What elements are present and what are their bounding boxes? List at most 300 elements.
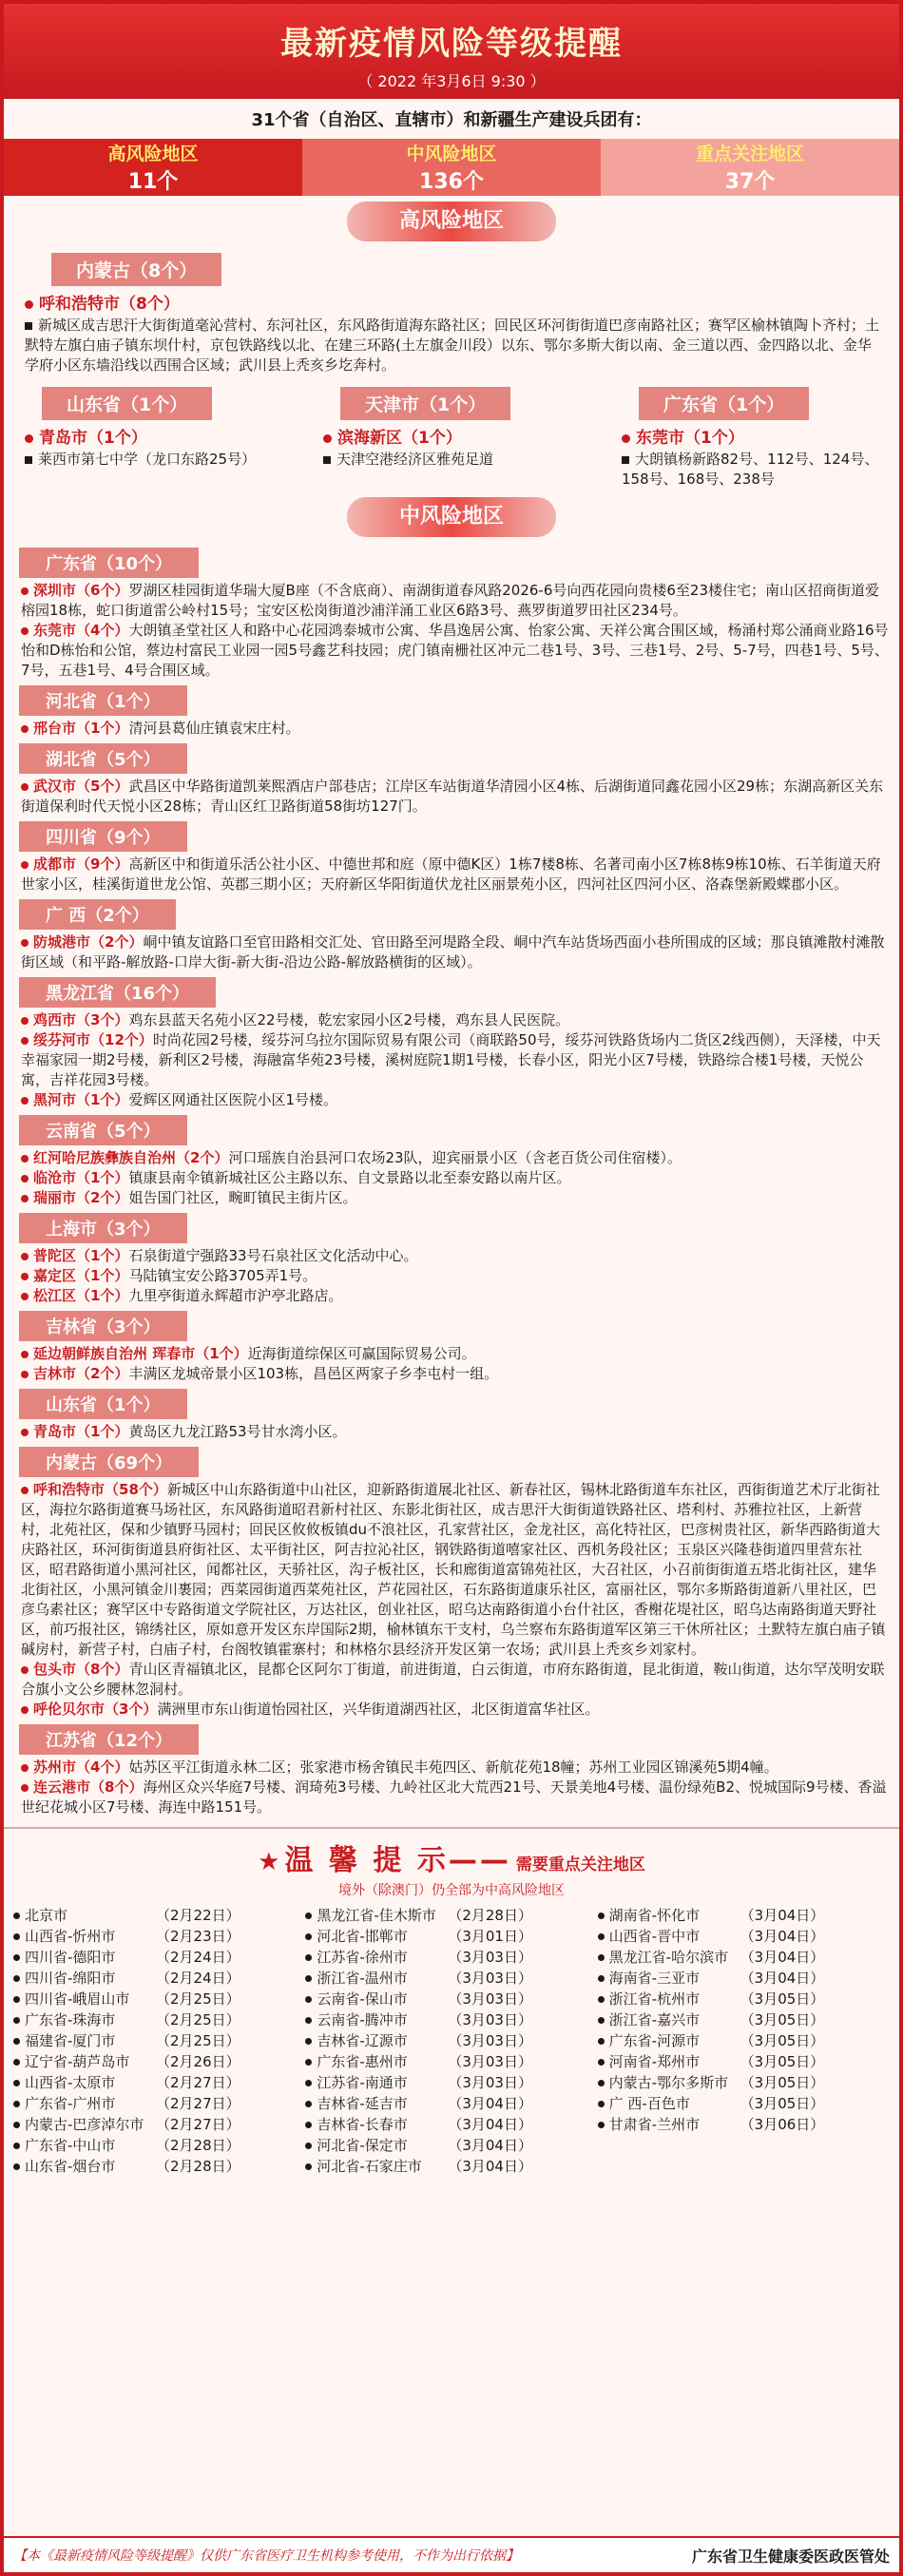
tip-region bbox=[13, 1926, 156, 1947]
city-name: 红河哈尼族彝族自治州（2个） bbox=[33, 1149, 229, 1166]
city-name: 东莞市（1个） bbox=[636, 429, 744, 448]
mid-entry bbox=[21, 777, 890, 817]
bullet-icon bbox=[13, 1913, 20, 1919]
mid-province-section bbox=[4, 1208, 899, 1306]
mid-entry bbox=[21, 581, 890, 621]
tip-item bbox=[305, 1905, 597, 1926]
bullet-icon bbox=[21, 1037, 29, 1045]
tip-date: （3月04日） bbox=[448, 2158, 532, 2175]
bullet-icon bbox=[13, 2163, 20, 2170]
mid-entry bbox=[21, 1660, 890, 1700]
city-name: 青岛市（1个） bbox=[39, 429, 147, 448]
bullet-icon bbox=[305, 2038, 312, 2045]
tip-region bbox=[305, 2009, 448, 2030]
tip-date: （2月28日） bbox=[156, 2158, 240, 2175]
high-three-columns bbox=[4, 381, 899, 491]
tip-item bbox=[13, 1989, 305, 2009]
area-content: 武昌区中华路街道凯莱熙酒店户部巷店；江岸区车站街道华清园小区4栋、后湖街道同鑫花园小区29栋；东湖高新区关东街道保利时代天悦小区28栋；青山区红卫路街道58街坊127门。 bbox=[21, 778, 884, 815]
tip-item bbox=[305, 1947, 597, 1968]
tip-region-name: 河南省-郑州市 bbox=[608, 2053, 701, 2070]
mid-province-section bbox=[4, 817, 899, 894]
tip-region bbox=[598, 2072, 740, 2093]
tip-region bbox=[305, 1989, 448, 2009]
mid-entry bbox=[21, 1090, 890, 1110]
tip-date: （3月03日） bbox=[448, 2011, 532, 2028]
bullet-icon bbox=[21, 939, 29, 947]
tip-item bbox=[13, 1905, 305, 1926]
bullet-icon bbox=[622, 434, 630, 443]
bullet-icon bbox=[305, 2122, 312, 2128]
mid-province-section bbox=[4, 739, 899, 817]
tip-region bbox=[13, 2072, 156, 2093]
mid-province-section bbox=[4, 972, 899, 1110]
stat-mid-count: 136个 bbox=[419, 170, 484, 194]
bullet-icon bbox=[21, 1155, 29, 1163]
city-name: 延边朝鲜族自治州 珲春市（1个） bbox=[33, 1345, 248, 1362]
tip-item bbox=[598, 1947, 890, 1968]
mid-province-section bbox=[4, 1384, 899, 1442]
tip-date: （3月05日） bbox=[740, 2053, 825, 2070]
tip-region-name: 山西省-晋中市 bbox=[608, 1928, 701, 1945]
bullet-icon bbox=[598, 1933, 605, 1940]
tip-date: （3月05日） bbox=[740, 2011, 825, 2028]
bullet-icon bbox=[21, 783, 29, 791]
bullet-icon bbox=[21, 1351, 29, 1358]
area-text bbox=[323, 450, 584, 470]
tip-region-name: 辽宁省-葫芦岛市 bbox=[25, 2053, 130, 2070]
city-line bbox=[25, 290, 899, 314]
tip-item bbox=[305, 2009, 597, 2030]
tip-region-name: 广东省-珠海市 bbox=[25, 2011, 116, 2028]
tip-region-name: 浙江省-杭州市 bbox=[608, 1990, 701, 2008]
tip-region-name: 广东省-河源市 bbox=[608, 2032, 701, 2049]
bullet-icon bbox=[13, 2122, 20, 2128]
high-nmg-section bbox=[4, 247, 899, 375]
province-tag: 四川省（9个） bbox=[19, 821, 187, 852]
province-tag: 天津市（1个） bbox=[340, 387, 510, 420]
bullet-icon bbox=[305, 2017, 312, 2024]
province-tag: 江苏省（12个） bbox=[19, 1724, 199, 1755]
tips-note: 境外（除澳门）仍全部为中高风险地区 bbox=[338, 1883, 565, 1898]
tip-date: （2月25日） bbox=[156, 1990, 240, 2008]
tip-date: （3月05日） bbox=[740, 2095, 825, 2112]
tip-region bbox=[305, 1968, 448, 1989]
mid-province-section bbox=[4, 681, 899, 739]
city-name: 临沧市（1个） bbox=[33, 1169, 129, 1186]
tip-region bbox=[598, 1968, 740, 1989]
high-risk-banner: 高风险地区 bbox=[347, 202, 556, 241]
tip-date: （3月03日） bbox=[448, 2032, 532, 2049]
mid-province-section bbox=[4, 543, 899, 681]
bullet-icon bbox=[21, 587, 29, 595]
bullet-icon bbox=[21, 1706, 29, 1714]
tip-region bbox=[13, 2051, 156, 2072]
bullet-icon bbox=[305, 1954, 312, 1961]
tips-title: 温 馨 提 示—— bbox=[284, 1844, 511, 1877]
area-content: 鸡东县蓝天名苑小区22号楼，乾宏家园小区2号楼，鸡东县人民医院。 bbox=[128, 1011, 570, 1028]
bullet-icon bbox=[598, 2017, 605, 2024]
city-name: 松江区（1个） bbox=[33, 1287, 129, 1304]
province-tag: 广东省（1个） bbox=[639, 387, 809, 420]
area-text bbox=[25, 316, 882, 375]
city-line bbox=[622, 424, 899, 448]
mid-entry bbox=[21, 621, 890, 681]
tip-item bbox=[305, 1926, 597, 1947]
page-title: 最新疫情风险等级提醒 bbox=[280, 25, 623, 63]
bullet-icon bbox=[13, 2017, 20, 2024]
tip-region bbox=[598, 1947, 740, 1968]
area-content: 天津空港经济区雅苑足道 bbox=[336, 451, 494, 468]
tip-item bbox=[13, 1968, 305, 1989]
tip-date: （3月04日） bbox=[448, 2095, 532, 2112]
tip-region-name: 河北省-石家庄市 bbox=[317, 2158, 422, 2175]
tip-region-name: 山西省-太原市 bbox=[25, 2074, 116, 2091]
high-tj-section bbox=[302, 381, 601, 491]
area-text bbox=[622, 450, 882, 490]
bullet-icon bbox=[21, 725, 29, 733]
tip-date: （2月25日） bbox=[156, 2011, 240, 2028]
area-content: 黄岛区九龙江路53号甘水湾小区。 bbox=[128, 1423, 347, 1440]
bullet-icon bbox=[21, 1487, 29, 1494]
province-tag: 山东省（1个） bbox=[19, 1389, 187, 1419]
mid-province-section bbox=[4, 1720, 899, 1817]
tip-region-name: 河北省-邯郸市 bbox=[317, 1928, 408, 1945]
province-tag: 广 西（2个） bbox=[19, 899, 176, 930]
area-content: 马陆镇宝安公路3705弄1号。 bbox=[128, 1267, 317, 1284]
tip-region-name: 北京市 bbox=[25, 1907, 68, 1924]
tip-date: （3月04日） bbox=[740, 1928, 825, 1945]
tip-region-name: 内蒙古-鄂尔多斯市 bbox=[608, 2074, 729, 2091]
bullet-icon bbox=[21, 1017, 29, 1025]
bullet-icon bbox=[13, 1975, 20, 1982]
tip-item bbox=[13, 2093, 305, 2114]
area-content: 新城区成吉思汗大街街道毫沁营村、东河社区，东风路街道海东路社区；回民区环河街街道巴彦南路社区；赛罕区榆林镇陶卜齐村；土默特左旗白庙子镇东坝什村，京包铁路线以北、在建三环路(土左旗金川段）以东、鄂尔多斯大街以南、金三道以西、金四路以北、金华学府小区东墙沿线以西围合区域；武川县上秃亥乡圪奔村。 bbox=[25, 317, 880, 374]
bullet-icon bbox=[21, 1371, 29, 1378]
footer bbox=[4, 2536, 899, 2572]
mid-risk-banner: 中风险地区 bbox=[347, 497, 556, 537]
province-tag: 黑龙江省（16个） bbox=[19, 977, 216, 1008]
bullet-icon bbox=[13, 2080, 20, 2086]
province-tag: 湖北省（5个） bbox=[19, 743, 187, 774]
area-content: 海州区众兴华庭7号楼、润琦苑3号楼、九岭社区北大荒西21号、天景美地4号楼、温份绿苑B2、悦城国际9号楼、香溢世纪花城小区7号楼、海连中路151号。 bbox=[21, 1778, 887, 1816]
bullet-icon bbox=[25, 456, 32, 464]
footer-disclaimer: 【本《最新疫情风险等级提醒》仅供广东省医疗卫生机构参考使用，不作为出行依据】 bbox=[13, 2548, 519, 2564]
mid-entry bbox=[21, 1344, 890, 1364]
tip-region bbox=[13, 2135, 156, 2156]
bullet-icon bbox=[21, 1784, 29, 1792]
bullet-icon bbox=[21, 861, 29, 869]
stat-focus-label: 重点关注地区 bbox=[695, 144, 804, 164]
bullet-icon bbox=[21, 1195, 29, 1202]
mid-province-section bbox=[4, 1442, 899, 1720]
tip-item bbox=[13, 2072, 305, 2093]
bullet-icon bbox=[13, 1933, 20, 1940]
bullet-icon bbox=[305, 2080, 312, 2086]
mid-entry bbox=[21, 1010, 890, 1030]
mid-entry bbox=[21, 1422, 890, 1442]
tip-region-name: 云南省-腾冲市 bbox=[317, 2011, 408, 2028]
tip-item bbox=[13, 2009, 305, 2030]
tip-item bbox=[305, 2135, 597, 2156]
tip-region bbox=[305, 2030, 448, 2051]
bullet-icon bbox=[13, 1954, 20, 1961]
tip-region bbox=[13, 2114, 156, 2135]
area-content: 青山区青福镇北区，昆都仑区阿尔丁街道，前进街道，白云街道，市府东路街道，昆北街道，鞍山街道，达尔罕茂明安联合旗小文公乡腰林忽洞村。 bbox=[21, 1661, 885, 1698]
stat-high-label: 高风险地区 bbox=[107, 144, 199, 164]
bullet-icon bbox=[13, 2143, 20, 2149]
mid-entry bbox=[21, 1030, 890, 1090]
tip-date: （3月05日） bbox=[740, 2032, 825, 2049]
area-content: 大朗镇圣堂社区人和路中心花园鸿泰城市公寓、华昌逸居公寓、怡家公寓、天祥公寓合围区域，杨涌村郑公涌商业路16号怡和D栋怡和公馆，蔡边村富民工业园一园5号鑫艺科技园；虎门镇南栅社区冲元二巷1号、3号、三巷1号、2号、5-7号，四巷1号、5号、7号，五巷1号、4号合围区域。 bbox=[21, 622, 889, 679]
tip-date: （2月27日） bbox=[156, 2116, 240, 2133]
bullet-icon bbox=[305, 1975, 312, 1982]
tip-region bbox=[598, 2114, 740, 2135]
mid-entry bbox=[21, 1700, 890, 1720]
tip-date: （3月03日） bbox=[448, 1990, 532, 2008]
area-content: 莱西市第七中学（龙口东路25号） bbox=[38, 451, 257, 468]
tip-item bbox=[305, 2114, 597, 2135]
tip-region bbox=[598, 1989, 740, 2009]
mid-entry bbox=[21, 855, 890, 894]
city-line bbox=[323, 424, 601, 448]
city-name: 邢台市（1个） bbox=[33, 720, 129, 737]
bullet-icon bbox=[598, 1954, 605, 1961]
mid-entry bbox=[21, 1246, 890, 1266]
mid-entry bbox=[21, 1168, 890, 1188]
bullet-icon bbox=[598, 2101, 605, 2107]
bullet-icon bbox=[598, 1975, 605, 1982]
stat-high bbox=[4, 139, 302, 196]
tips-column-2 bbox=[305, 1905, 597, 2177]
tip-item bbox=[305, 1968, 597, 1989]
tip-region-name: 浙江省-嘉兴市 bbox=[608, 2011, 701, 2028]
city-name: 普陀区（1个） bbox=[33, 1247, 129, 1264]
province-tag: 广东省（10个） bbox=[19, 548, 199, 578]
summary-line: 31个省（自治区、直辖市）和新疆生产建设兵团有： bbox=[251, 110, 652, 130]
tip-region bbox=[13, 1947, 156, 1968]
city-name: 吉林市（2个） bbox=[33, 1365, 129, 1382]
mid-province-section bbox=[4, 1110, 899, 1208]
tip-item bbox=[598, 1905, 890, 1926]
bullet-icon bbox=[21, 1175, 29, 1182]
tip-region-name: 广东省-中山市 bbox=[25, 2137, 116, 2154]
stat-mid bbox=[302, 139, 601, 196]
mid-risk-list bbox=[4, 543, 899, 1817]
mid-entry bbox=[21, 1266, 890, 1286]
tip-region bbox=[598, 2030, 740, 2051]
tip-region bbox=[598, 2009, 740, 2030]
bullet-icon bbox=[305, 1913, 312, 1919]
area-content: 爱辉区网通社区医院小区1号楼。 bbox=[128, 1091, 337, 1108]
tip-date: （3月05日） bbox=[740, 2074, 825, 2091]
bullet-icon bbox=[13, 2059, 20, 2066]
city-name: 深圳市（6个） bbox=[33, 582, 129, 599]
tip-item bbox=[13, 2051, 305, 2072]
tip-region bbox=[13, 2093, 156, 2114]
tip-region bbox=[305, 1926, 448, 1947]
area-content: 九里亭街道永辉超市沪亭北路店。 bbox=[128, 1287, 343, 1304]
tip-region-name: 吉林省-延吉市 bbox=[317, 2095, 408, 2112]
bullet-icon bbox=[598, 2038, 605, 2045]
tip-region-name: 广 西-百色市 bbox=[608, 2095, 690, 2112]
tip-region-name: 广东省-广州市 bbox=[25, 2095, 116, 2112]
tip-item bbox=[598, 2030, 890, 2051]
tip-region bbox=[13, 2009, 156, 2030]
tip-region-name: 内蒙古-巴彦淖尔市 bbox=[25, 2116, 144, 2133]
area-content: 镇康县南伞镇新城社区公主路以东、自文景路以北至泰安路以南片区。 bbox=[128, 1169, 571, 1186]
area-content: 峒中镇友谊路口至官田路相交汇处、官田路至河堤路全段、峒中汽车站货场西面小巷所围成的区域；那良镇滩散村滩散街区域（和平路-解放路-口岸大街-新大街-沿边公路-解放路横街的区域）。 bbox=[21, 933, 885, 971]
tip-item bbox=[13, 2030, 305, 2051]
city-name: 呼和浩特市（8个） bbox=[39, 295, 180, 314]
tip-region-name: 山东省-烟台市 bbox=[25, 2158, 116, 2175]
tip-date: （2月24日） bbox=[156, 1970, 240, 1987]
area-content: 丰满区龙城帝景小区103栋，昌邑区两家子乡李屯村一组。 bbox=[128, 1365, 499, 1382]
tip-date: （3月01日） bbox=[448, 1928, 532, 1945]
tip-region bbox=[305, 2114, 448, 2135]
area-content: 姐告国门社区，畹町镇民主街片区。 bbox=[128, 1189, 357, 1206]
bullet-icon bbox=[622, 456, 629, 464]
city-name: 绥芬河市（12个） bbox=[33, 1031, 153, 1048]
city-name: 滨海新区（1个） bbox=[337, 429, 462, 448]
tip-region bbox=[598, 2051, 740, 2072]
city-name: 苏州市（4个） bbox=[33, 1759, 129, 1776]
mid-entry bbox=[21, 1148, 890, 1168]
tip-region-name: 海南省-三亚市 bbox=[608, 1970, 701, 1987]
mid-entry bbox=[21, 1758, 890, 1778]
tip-date: （2月28日） bbox=[448, 1907, 532, 1924]
tip-region bbox=[13, 1989, 156, 2009]
city-name: 嘉定区（1个） bbox=[33, 1267, 129, 1284]
bullet-icon bbox=[21, 1429, 29, 1436]
risk-stats bbox=[4, 139, 899, 196]
header bbox=[4, 4, 899, 99]
tip-region-name: 江苏省-徐州市 bbox=[317, 1949, 408, 1966]
tip-region bbox=[305, 1947, 448, 1968]
tip-date: （3月04日） bbox=[448, 2116, 532, 2133]
tip-date: （2月23日） bbox=[156, 1928, 240, 1945]
area-text bbox=[25, 450, 285, 470]
stat-focus-count: 37个 bbox=[724, 170, 776, 194]
mid-entry bbox=[21, 1480, 890, 1660]
high-gd-section bbox=[601, 381, 899, 491]
tip-item bbox=[598, 1989, 890, 2009]
bullet-icon bbox=[305, 2101, 312, 2107]
tip-region-name: 甘肃省-兰州市 bbox=[608, 2116, 701, 2133]
tip-region bbox=[305, 1905, 448, 1926]
tip-region-name: 黑龙江省-哈尔滨市 bbox=[608, 1949, 729, 1966]
city-name: 青岛市（1个） bbox=[33, 1423, 129, 1440]
province-tag: 河北省（1个） bbox=[19, 685, 187, 716]
bullet-icon bbox=[21, 1273, 29, 1280]
tip-item bbox=[13, 2156, 305, 2177]
city-name: 防城港市（2个） bbox=[33, 933, 144, 951]
mid-entry bbox=[21, 1778, 890, 1817]
tip-date: （2月22日） bbox=[156, 1907, 240, 1924]
tip-date: （3月03日） bbox=[448, 2074, 532, 2091]
mid-entry bbox=[21, 1286, 890, 1306]
province-tag: 云南省（5个） bbox=[19, 1115, 187, 1145]
tip-region bbox=[305, 2156, 448, 2177]
tip-region-name: 云南省-保山市 bbox=[317, 1990, 408, 2008]
tip-date: （3月03日） bbox=[448, 2053, 532, 2070]
tip-region bbox=[305, 2093, 448, 2114]
mid-entry bbox=[21, 719, 890, 739]
bullet-icon bbox=[21, 1293, 29, 1300]
area-content: 时尚花园2号楼，绥芬河乌拉尔国际贸易有限公司（商联路50号，绥芬河铁路货场内二货区2线西侧），天泽楼，中天幸福家园一期2号楼，新利区2号楼，海融富华苑23号楼，溪树庭院1期1号楼，长春小区，阳光小区7号楼，铁路综合楼1号楼，天悦公寓，吉祥花园3号楼。 bbox=[21, 1031, 881, 1088]
tip-item bbox=[305, 1989, 597, 2009]
tip-region-name: 湖南省-怀化市 bbox=[608, 1907, 701, 1924]
province-tag: 上海市（3个） bbox=[19, 1213, 187, 1243]
tip-region bbox=[598, 1926, 740, 1947]
tip-item bbox=[598, 2093, 890, 2114]
footer-org: 广东省卫生健康委医政医管处 bbox=[691, 2547, 890, 2566]
tip-date: （3月06日） bbox=[740, 2116, 825, 2133]
area-content: 满洲里市东山街道怡园社区，兴华街道湖西社区，北区街道富华社区。 bbox=[157, 1701, 600, 1718]
tip-region bbox=[13, 1968, 156, 1989]
city-name: 瑞丽市（2个） bbox=[33, 1189, 129, 1206]
city-name: 东莞市（4个） bbox=[33, 622, 129, 639]
tip-date: （2月24日） bbox=[156, 1949, 240, 1966]
tips-column-1 bbox=[13, 1905, 305, 2177]
tip-date: （2月25日） bbox=[156, 2032, 240, 2049]
tip-date: （2月27日） bbox=[156, 2074, 240, 2091]
tip-date: （2月26日） bbox=[156, 2053, 240, 2070]
bullet-icon bbox=[598, 2080, 605, 2086]
high-sd-section bbox=[4, 381, 302, 491]
tip-region bbox=[305, 2072, 448, 2093]
tip-region bbox=[13, 1905, 156, 1926]
bullet-icon bbox=[305, 2163, 312, 2170]
tip-region-name: 广东省-惠州市 bbox=[317, 2053, 408, 2070]
tip-item bbox=[305, 2030, 597, 2051]
bullet-icon bbox=[13, 2101, 20, 2107]
tip-item bbox=[305, 2072, 597, 2093]
city-name: 包头市（8个） bbox=[33, 1661, 129, 1678]
bullet-icon bbox=[305, 2143, 312, 2149]
tip-region-name: 四川省-绵阳市 bbox=[25, 1970, 116, 1987]
tip-region-name: 江苏省-南通市 bbox=[317, 2074, 408, 2091]
tip-region bbox=[305, 2051, 448, 2072]
tip-region-name: 吉林省-辽源市 bbox=[317, 2032, 408, 2049]
area-content: 罗湖区桂园街道华瑞大厦B座（不含底商）、南湖街道春风路2026-6号向西花园向贵楼6至23楼住宅；南山区招商街道爱榕园18栋，蛇口街道雷公岭村15号；宝安区松岗街道沙浦洋涌工业区6路3号、燕罗街道罗田社区234号。 bbox=[21, 582, 880, 619]
tip-region bbox=[13, 2156, 156, 2177]
bullet-icon bbox=[305, 1996, 312, 2003]
tip-date: （3月05日） bbox=[740, 1990, 825, 2008]
tip-date: （2月27日） bbox=[156, 2095, 240, 2112]
bullet-icon bbox=[323, 456, 331, 464]
tip-region bbox=[598, 2093, 740, 2114]
tip-item bbox=[13, 1947, 305, 1968]
tip-region bbox=[13, 2030, 156, 2051]
tips-header bbox=[4, 1836, 899, 1878]
tip-date: （3月04日） bbox=[448, 2137, 532, 2154]
tip-region-name: 浙江省-温州市 bbox=[317, 1970, 408, 1987]
tip-region-name: 福建省-厦门市 bbox=[25, 2032, 116, 2049]
province-tag: 内蒙古（69个） bbox=[19, 1447, 199, 1477]
tip-date: （3月04日） bbox=[740, 1907, 825, 1924]
city-name: 黑河市（1个） bbox=[33, 1091, 129, 1108]
stat-focus bbox=[601, 139, 899, 196]
stat-mid-label: 中风险地区 bbox=[406, 144, 497, 164]
tips-section bbox=[4, 1827, 899, 2177]
tip-item bbox=[13, 1926, 305, 1947]
bullet-icon bbox=[598, 1913, 605, 1919]
mid-entry bbox=[21, 932, 890, 972]
tip-region-name: 河北省-保定市 bbox=[317, 2137, 408, 2154]
mid-province-section bbox=[4, 1306, 899, 1384]
tips-subtitle: 需要重点关注地区 bbox=[515, 1855, 645, 1874]
tip-date: （2月28日） bbox=[156, 2137, 240, 2154]
